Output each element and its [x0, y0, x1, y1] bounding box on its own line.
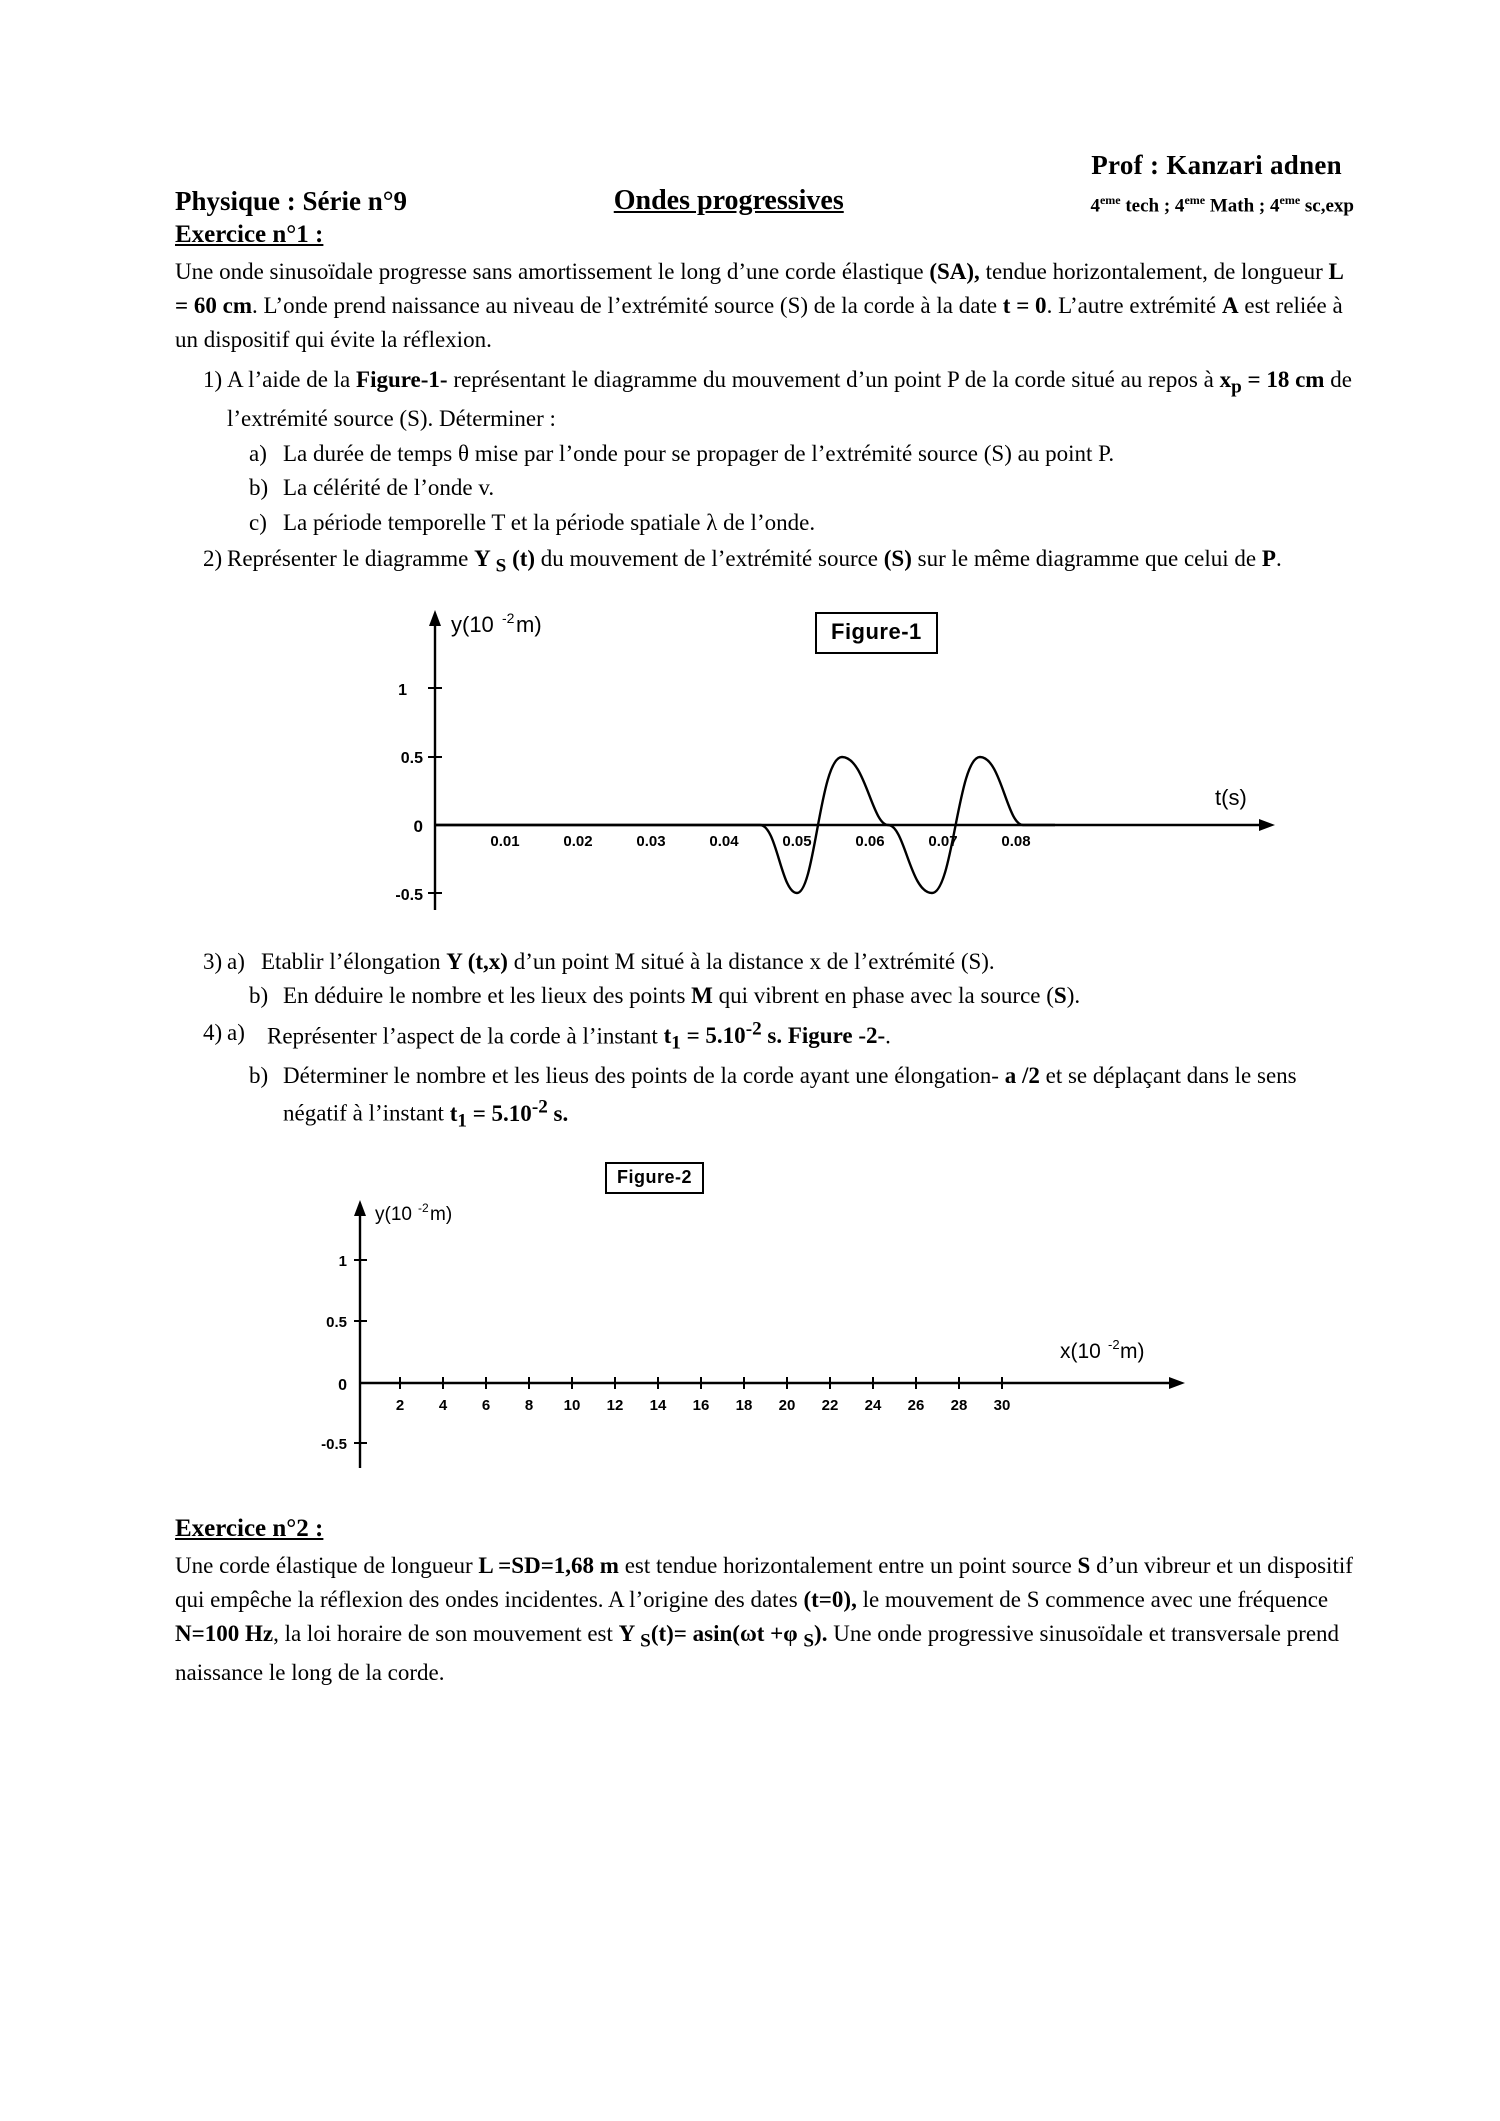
- intro-line3-part1: de la corde à la date: [813, 293, 1003, 319]
- svg-text:0.08: 0.08: [1001, 832, 1031, 850]
- svg-text:-0.5: -0.5: [395, 886, 423, 904]
- svg-text:2: 2: [395, 1397, 405, 1415]
- intro-length: L = 60 cm: [175, 259, 1343, 319]
- question-1b-text: La célérité de l’onde v.: [283, 475, 495, 501]
- q4b-c: et se: [1039, 1062, 1088, 1088]
- question-4: [175, 1016, 1360, 1137]
- exercise-1-title: Exercice n°1 :: [175, 221, 324, 248]
- svg-text:0.5: 0.5: [400, 749, 423, 767]
- question-1c: [227, 506, 1360, 541]
- q3a-ytx: Y (t,x): [446, 948, 508, 974]
- ex2-t0: (t=0),: [803, 1587, 857, 1613]
- svg-text:0.06: 0.06: [855, 832, 885, 850]
- question-3a-marker: a): [227, 948, 245, 974]
- svg-text:0.5: 0.5: [326, 1314, 347, 1332]
- svg-text:0: 0: [338, 1377, 347, 1395]
- svg-text:22: 22: [821, 1397, 839, 1415]
- question-3b: [227, 979, 1360, 1014]
- question-1-marker: 1): [203, 367, 223, 393]
- q2-text-h: .: [1275, 546, 1282, 572]
- svg-text:-2: -2: [418, 1201, 429, 1216]
- question-1c-text: La période temporelle T et la période spatiale λ de l’onde.: [283, 509, 816, 535]
- question-1c-marker: c): [249, 509, 267, 535]
- svg-text:y(10: y(10: [451, 611, 494, 637]
- exercise-1-questions-2: [175, 945, 1360, 1137]
- q4a-t1: $t_1 = 5.10^{-2}$ s. Figure -2-: [663, 1018, 886, 1055]
- q2-p: P: [1261, 546, 1276, 572]
- q2-text-e: sur le même: [911, 546, 1031, 572]
- svg-text:0.04: 0.04: [709, 832, 739, 850]
- figure-2-caption: Figure-2: [605, 1162, 704, 1194]
- question-4-marker: 4): [203, 1019, 223, 1045]
- svg-text:12: 12: [606, 1397, 624, 1415]
- question-1-content: [227, 363, 1360, 540]
- exercise-2-title: Exercice n°2 :: [175, 1515, 324, 1543]
- question-3-marker: 3): [203, 948, 223, 974]
- teacher-name: Prof : Kanzari adnen: [1091, 150, 1342, 180]
- exercise-1-questions: [175, 363, 1360, 582]
- question-1a: [227, 437, 1360, 472]
- question-2-marker: 2): [203, 546, 223, 572]
- q4b-a2: a /2: [1004, 1062, 1040, 1088]
- ex2-p3-a: le mouvement de S commence avec une fréquence: [862, 1587, 1329, 1613]
- figure-1-caption: Figure-1: [815, 612, 938, 654]
- exercise-2-body: [175, 1549, 1360, 1690]
- question-2: [175, 542, 1360, 581]
- question-3: [175, 945, 1360, 1014]
- question-4-subquestions: [227, 1016, 1360, 1137]
- q4a-c: .: [885, 1023, 891, 1049]
- svg-text:-0.5: -0.5: [321, 1436, 347, 1454]
- svg-text:24: 24: [864, 1397, 882, 1415]
- svg-text:-2: -2: [1108, 1337, 1120, 1353]
- ex2-equation: Y $_S$(t)= asin(ωt +φ $_S$).: [618, 1621, 828, 1652]
- q1-xp: $x_p = 18$ cm: [1219, 367, 1325, 398]
- q4b-t1: $t_1 = 5.10^{-2}$ s.: [449, 1096, 569, 1132]
- svg-text:0.01: 0.01: [490, 832, 520, 850]
- svg-text:26: 26: [907, 1397, 925, 1415]
- document-header: [175, 185, 1360, 217]
- q1-figure-ref: Figure-1-: [356, 367, 448, 393]
- svg-text:20: 20: [778, 1397, 796, 1415]
- svg-text:1: 1: [398, 681, 407, 699]
- svg-text:1: 1: [338, 1253, 347, 1271]
- question-1b-marker: b): [249, 475, 269, 501]
- svg-text:t(s): t(s): [1215, 784, 1247, 810]
- question-2-content: [227, 542, 1360, 581]
- q3b-a: En déduire le nombre et les lieux des points: [283, 983, 692, 1009]
- q1-text-d: situé au repos à: [1071, 367, 1220, 393]
- svg-text:0.05: 0.05: [782, 832, 812, 850]
- q3a-c: d’un point M situé à la distance x de l’extrémité (S).: [507, 948, 995, 974]
- q4a-a: Représenter l’aspect de la corde à l’instant: [267, 1023, 664, 1049]
- intro-line2-part3: . L’onde prend naissance au niveau de l’extrémité source (S): [251, 293, 809, 319]
- ex2-freq: N=100 Hz: [175, 1621, 274, 1647]
- question-4b: [227, 1059, 1360, 1137]
- ex2-p3-c: , la loi horaire de son mouvement est: [273, 1621, 613, 1647]
- figure-1-graph: [175, 600, 1355, 930]
- question-1a-text: La durée de temps θ mise par l’onde pour se propager de l’extrémité source (S) au point P.: [283, 440, 1115, 466]
- q1-text-a: A l’aide de la: [227, 367, 357, 393]
- q2-text-f: diagramme que celui de: [1035, 546, 1262, 572]
- question-3-content: [227, 945, 1360, 1014]
- ex2-p1-a: Une corde élastique de longueur: [175, 1553, 479, 1579]
- intro-line1-part1: Une onde sinusoïdale progresse sans amortissement le long d’une corde élastique: [175, 259, 930, 284]
- question-4a: [227, 1016, 1360, 1059]
- class-levels: 4eme tech ; 4eme Math ; 4eme sc,exp: [1090, 192, 1354, 216]
- question-4b-marker: b): [249, 1062, 269, 1088]
- q2-text-a: Représenter le diagramme: [227, 546, 475, 572]
- svg-text:x(10: x(10: [1060, 1340, 1101, 1364]
- svg-text:6: 6: [481, 1397, 491, 1415]
- ex2-p1-c: est tendue horizontalement entre un point source: [618, 1553, 1078, 1579]
- exercise-1-intro: [175, 255, 1360, 357]
- svg-text:m): m): [516, 611, 542, 637]
- svg-text:16: 16: [692, 1397, 710, 1415]
- q3b-s: S: [1053, 983, 1067, 1009]
- question-4a-text: [267, 1016, 1360, 1059]
- ex2-p4-b: Une onde progressive sinusoïdale et transversale prend naissance le long de la: [175, 1621, 1340, 1686]
- svg-text:18: 18: [735, 1397, 753, 1415]
- question-3-subquestions: [227, 945, 1360, 1014]
- ex2-length: L =SD=1,68 m: [478, 1553, 619, 1579]
- svg-text:10: 10: [563, 1397, 581, 1415]
- svg-text:m): m): [1120, 1340, 1145, 1364]
- ex2-p5: corde.: [387, 1660, 445, 1686]
- question-4b-text: [283, 1059, 1360, 1137]
- q1-text-f: de l’extrémité source (S). Déterminer :: [227, 367, 1352, 432]
- svg-text:28: 28: [950, 1397, 968, 1415]
- q2-text-c: du mouvement de l’extrémité source: [535, 546, 884, 572]
- intro-line2-part1: horizontalement, de longueur: [1052, 259, 1329, 284]
- q3b-e: ).: [1066, 983, 1081, 1009]
- svg-text:4: 4: [438, 1397, 448, 1415]
- question-1a-marker: a): [249, 440, 267, 466]
- q1-text-c: représentant le diagramme du mouvement d’un point P de la corde: [447, 367, 1066, 393]
- intro-t0: t = 0: [1002, 293, 1047, 319]
- svg-text:0: 0: [413, 816, 423, 836]
- question-4a-marker: a): [227, 1019, 245, 1045]
- q3b-c: qui vibrent en phase avec la source (: [712, 983, 1054, 1009]
- question-3a-text: [261, 945, 1360, 980]
- svg-text:y(10: y(10: [375, 1204, 412, 1226]
- question-1: [175, 363, 1360, 540]
- intro-line3-part3: . L’autre extrémité: [1046, 293, 1222, 319]
- question-4-content: [227, 1016, 1360, 1137]
- document-title: Ondes progressives: [613, 185, 844, 216]
- svg-text:m): m): [430, 1204, 453, 1226]
- q3b-m: M: [691, 983, 713, 1009]
- svg-text:-2: -2: [502, 609, 515, 626]
- svg-text:30: 30: [993, 1397, 1011, 1415]
- subject-series: Physique : Série n°9: [175, 186, 408, 216]
- q2-s: (S): [883, 546, 912, 572]
- figure-2-wrap: [175, 1162, 1360, 1493]
- intro-sa: (SA),: [929, 259, 980, 284]
- q3a-a: Etablir l’élongation: [261, 948, 447, 974]
- intro-line1-part3: tendue: [979, 259, 1047, 284]
- svg-text:0.02: 0.02: [563, 832, 593, 850]
- figure-1-wrap: [175, 600, 1360, 935]
- question-3b-text: [283, 979, 1360, 1014]
- q2-ys: Y $_S$ (t): [474, 546, 536, 578]
- intro-a: A: [1221, 293, 1239, 319]
- svg-text:0.07: 0.07: [928, 832, 958, 850]
- q4b-d: déplaçant dans le sens négatif à l’instant: [283, 1062, 1297, 1126]
- figure-2-graph: [175, 1188, 1355, 1488]
- svg-text:14: 14: [649, 1397, 667, 1415]
- ex2-p2-a: d’un vibreur et un dispositif qui empêche la réflexion des ondes incidentes. A l’origine des dates: [175, 1553, 1353, 1613]
- intro-line3-part5: est reliée à un dispositif qui évite la réflexion.: [175, 293, 1343, 353]
- question-1-subquestions: [227, 437, 1360, 541]
- question-3a: [227, 945, 1360, 980]
- svg-text:8: 8: [524, 1397, 534, 1415]
- question-1b: [227, 471, 1360, 506]
- q4b-a: Déterminer le nombre et les lieus des points de la corde ayant une élongation-: [283, 1062, 1005, 1088]
- question-3b-marker: b): [249, 983, 269, 1009]
- svg-text:0.03: 0.03: [636, 832, 666, 850]
- ex2-s: S: [1077, 1553, 1091, 1579]
